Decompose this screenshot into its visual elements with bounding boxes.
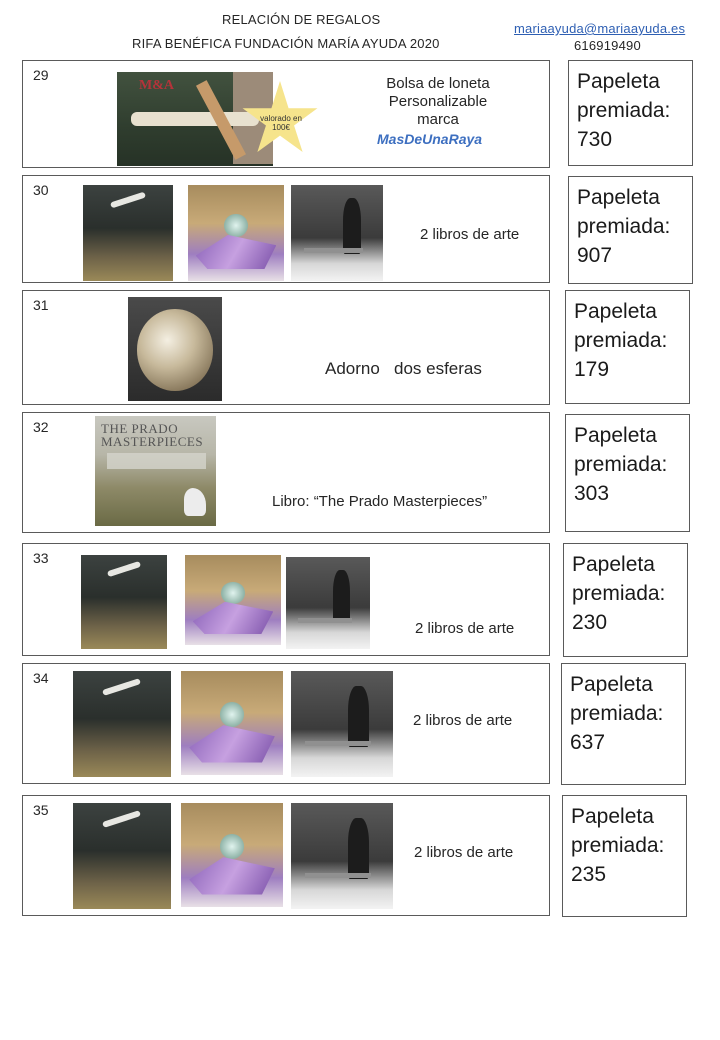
prize-description: Adorno dos esferas <box>325 359 482 378</box>
prize-row-30 <box>22 175 550 283</box>
prize-description: 2 libros de arte <box>414 844 514 861</box>
art-book-cover-2 <box>185 555 281 645</box>
prado-book-cover: THE PRADO MASTERPIECES <box>95 416 216 526</box>
bag-monogram: M&A <box>139 78 174 93</box>
ticket-number: 179 <box>574 358 610 381</box>
winning-ticket-31: Papeleta premiada: 179 <box>565 290 690 404</box>
winning-ticket-29: Papeleta premiada: 730 <box>568 60 693 166</box>
ticket-number: 730 <box>577 128 613 151</box>
art-book-cover-1 <box>81 555 167 649</box>
prize-row-34 <box>22 663 550 784</box>
canvas-bag-photo <box>117 72 273 166</box>
prize-row-32 <box>22 412 550 533</box>
winning-ticket-33: Papeleta premiada: 230 <box>563 543 688 657</box>
email-link[interactable]: mariaayuda@mariaayuda.es <box>514 21 686 36</box>
winning-ticket-34: Papeleta premiada: 637 <box>561 663 686 785</box>
prize-description: 2 libros de arte <box>415 620 515 637</box>
value-badge-text: valorado en 100€ <box>260 114 302 132</box>
brand-name: MasDeUnaRaya <box>377 131 483 147</box>
prize-description: Bolsa de loneta Personalizable marca <box>386 75 490 128</box>
ticket-number: 303 <box>574 482 610 505</box>
prize-number: 29 <box>33 67 49 83</box>
art-book-cover-3 <box>291 671 393 777</box>
ticket-number: 907 <box>577 244 613 267</box>
art-book-cover-3 <box>291 803 393 909</box>
prize-row-33 <box>22 543 550 656</box>
prize-row-29 <box>22 60 550 168</box>
prize-row-31 <box>22 290 550 405</box>
ticket-number: 230 <box>572 611 608 634</box>
phone-number: 616919490 <box>574 38 641 53</box>
prize-number: 34 <box>33 670 49 686</box>
winning-ticket-30: Papeleta premiada: 907 <box>568 176 693 284</box>
art-book-cover-3 <box>286 557 370 649</box>
title-line-1: RELACIÓN DE REGALOS <box>222 12 381 27</box>
prize-row-35 <box>22 795 550 916</box>
winning-ticket-35: Papeleta premiada: 235 <box>562 795 687 917</box>
art-book-cover-1 <box>73 803 171 909</box>
prize-description: Libro: “The Prado Masterpieces” <box>272 493 488 510</box>
prize-number: 33 <box>33 550 49 566</box>
prize-number: 35 <box>33 802 49 818</box>
prize-description: 2 libros de arte <box>413 712 513 729</box>
ticket-number: 637 <box>570 731 606 754</box>
art-book-cover-2 <box>188 185 284 281</box>
prize-number: 32 <box>33 419 49 435</box>
sphere-ornament-photo <box>128 297 222 401</box>
prize-number: 30 <box>33 182 49 198</box>
art-book-cover-1 <box>83 185 173 281</box>
art-book-cover-2 <box>181 671 283 775</box>
title-line-2: RIFA BENÉFICA FUNDACIÓN MARÍA AYUDA 2020 <box>132 36 440 51</box>
ticket-number: 235 <box>571 863 607 886</box>
prize-number: 31 <box>33 297 49 313</box>
winning-ticket-32: Papeleta premiada: 303 <box>565 414 690 532</box>
art-book-cover-2 <box>181 803 283 907</box>
art-book-cover-1 <box>73 671 171 777</box>
art-book-cover-3 <box>291 185 383 281</box>
prize-description: 2 libros de arte <box>420 226 520 243</box>
